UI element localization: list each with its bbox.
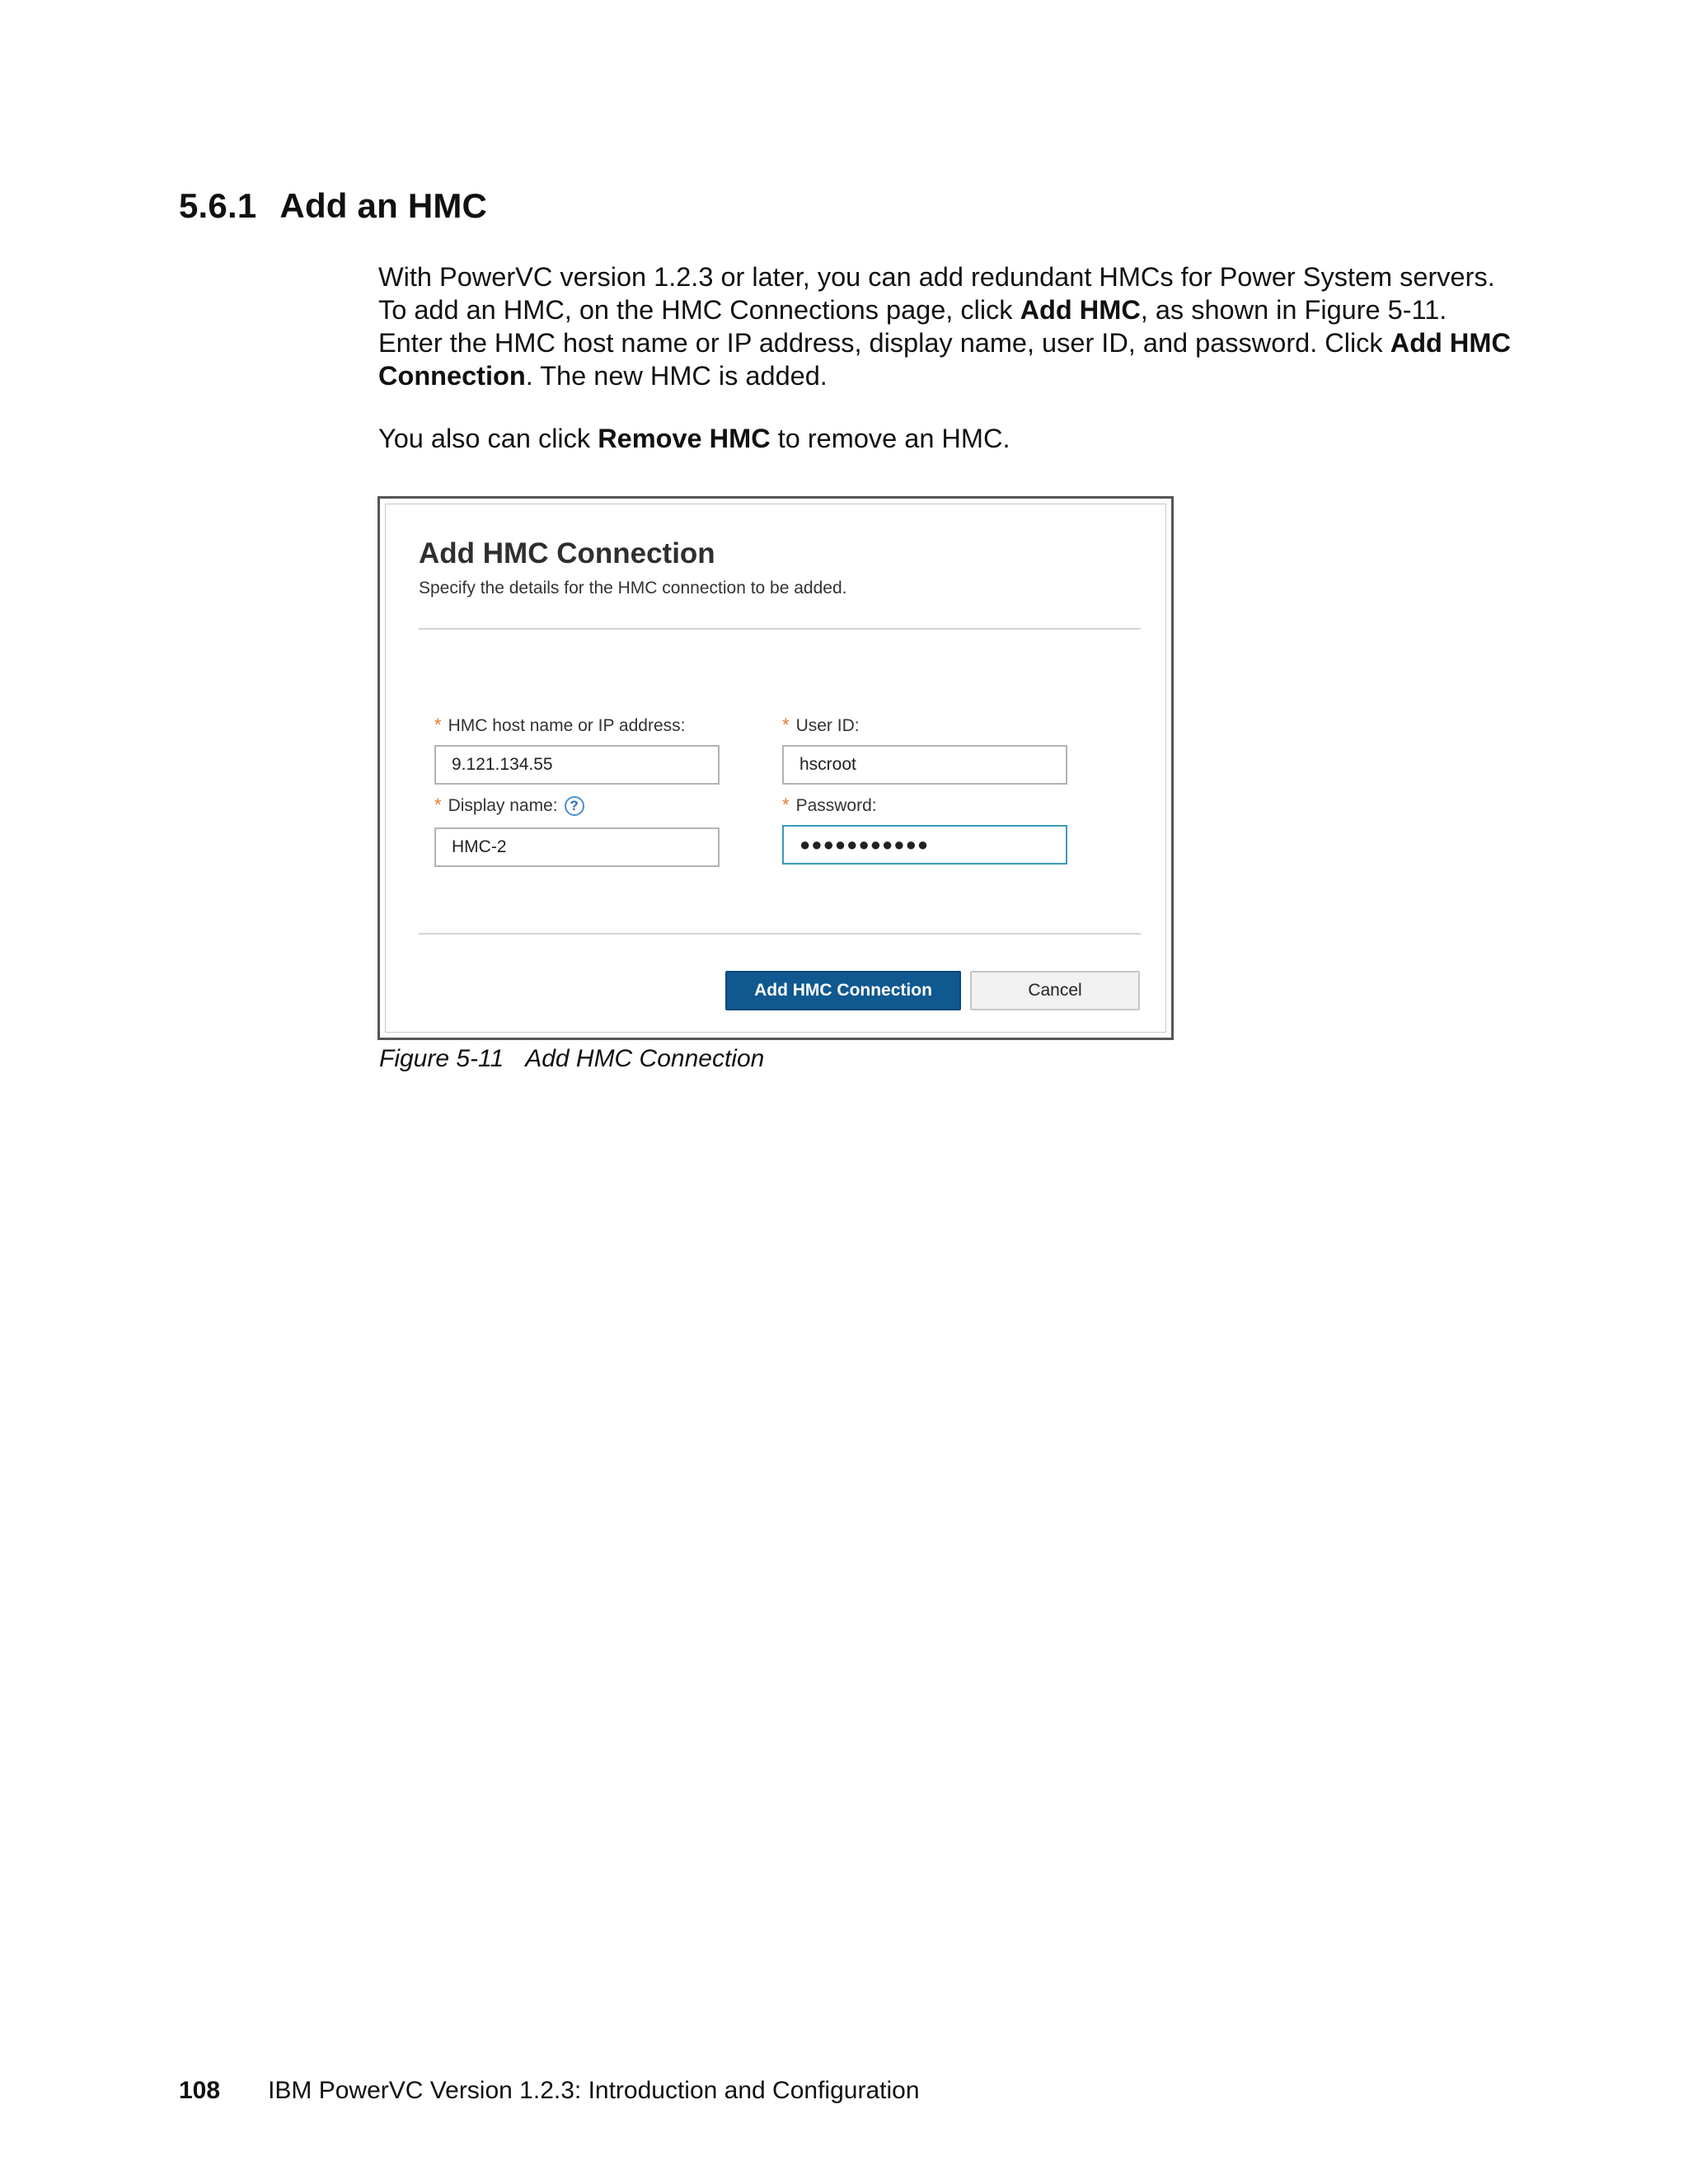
help-icon[interactable]: ? bbox=[565, 796, 584, 816]
remove-paragraph bbox=[378, 422, 1516, 455]
dialog-title: Add HMC Connection bbox=[419, 537, 715, 569]
text-run: , as shown in Figure 5-11. Enter the HMC host name or IP address, display name, user ID, and password. Click bbox=[378, 295, 1447, 358]
display-name-label-text: Display name: bbox=[448, 796, 558, 815]
page-number: 108 bbox=[179, 2077, 221, 2104]
bold-term-add-hmc-connection: Add HMC Connection bbox=[378, 328, 1511, 391]
bold-term-add-hmc: Add HMC bbox=[1020, 295, 1141, 325]
host-input[interactable] bbox=[434, 745, 720, 785]
text-run: to remove an HMC. bbox=[770, 424, 1010, 453]
divider bbox=[419, 628, 1141, 630]
section-title: Add an HMC bbox=[279, 186, 488, 225]
add-hmc-connection-button[interactable]: Add HMC Connection bbox=[725, 971, 961, 1010]
section-heading bbox=[179, 186, 487, 226]
add-hmc-dialog bbox=[385, 504, 1166, 1033]
required-marker: * bbox=[434, 715, 442, 735]
text-run: With PowerVC version 1.2.3 or later, you can add redundant HMCs for Power System servers. To add an HMC, on the HMC Connections page, click bbox=[378, 262, 1495, 325]
password-input[interactable] bbox=[782, 825, 1067, 865]
display-name-label bbox=[434, 794, 584, 816]
user-id-input[interactable] bbox=[782, 745, 1067, 785]
figure-label: Figure 5-11 bbox=[379, 1045, 504, 1072]
required-marker: * bbox=[782, 794, 790, 815]
host-label bbox=[434, 715, 685, 736]
host-label-text: HMC host name or IP address: bbox=[448, 716, 686, 735]
intro-paragraph bbox=[378, 260, 1516, 392]
password-label bbox=[782, 794, 877, 816]
required-marker: * bbox=[434, 794, 442, 815]
figure-screenshot bbox=[377, 496, 1174, 1040]
password-label-text: Password: bbox=[795, 796, 877, 815]
divider bbox=[419, 933, 1141, 935]
text-run: You also can click bbox=[378, 424, 598, 453]
required-marker: * bbox=[782, 715, 790, 735]
figure-caption-text: Add HMC Connection bbox=[525, 1045, 765, 1072]
figure-caption bbox=[379, 1045, 764, 1073]
cancel-button[interactable]: Cancel bbox=[970, 971, 1140, 1010]
text-run: . The new HMC is added. bbox=[525, 361, 828, 391]
display-name-input[interactable] bbox=[434, 827, 720, 867]
bold-term-remove-hmc: Remove HMC bbox=[598, 424, 771, 453]
book-title: IBM PowerVC Version 1.2.3: Introduction and Configuration bbox=[268, 2077, 920, 2104]
page-footer bbox=[179, 2077, 920, 2105]
section-number: 5.6.1 bbox=[179, 186, 257, 225]
user-id-label bbox=[782, 715, 860, 736]
user-id-label-text: User ID: bbox=[795, 716, 860, 735]
dialog-subtitle: Specify the details for the HMC connection to be added. bbox=[419, 579, 847, 598]
